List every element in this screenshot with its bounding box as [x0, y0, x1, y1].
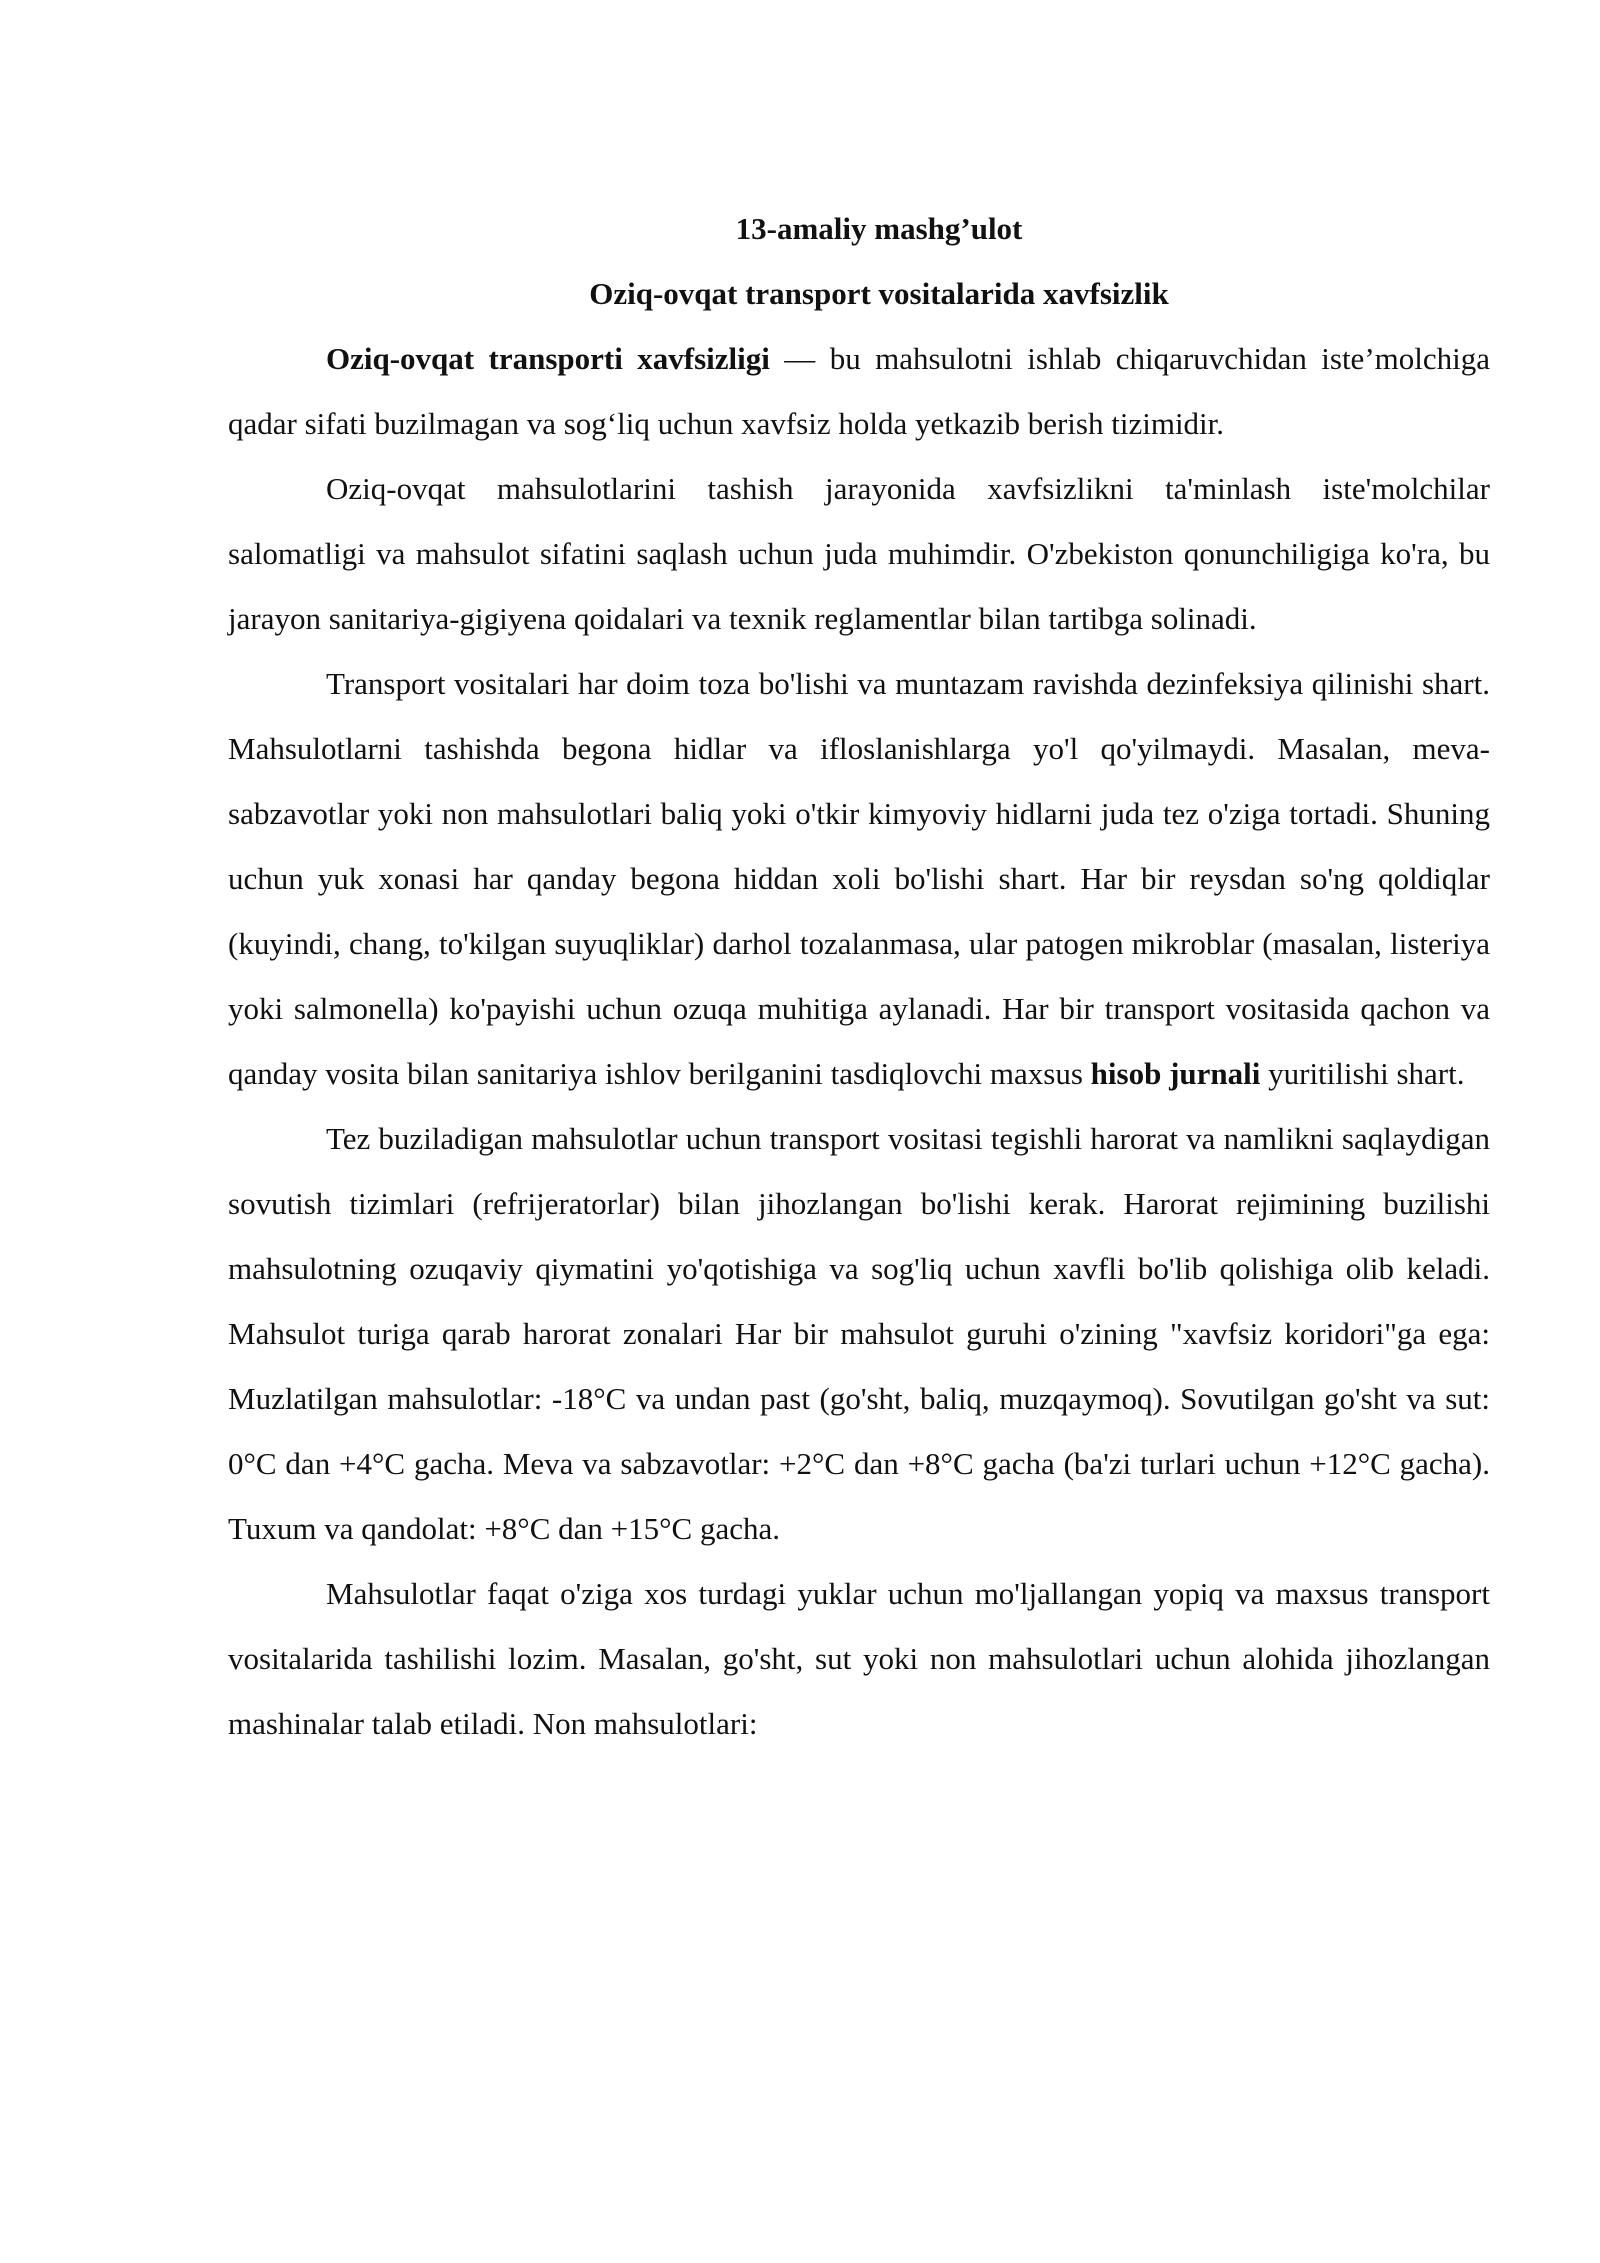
- paragraph-5: Mahsulotlar faqat o'ziga xos turdagi yuklar uchun mo'ljallangan yopiq va maxsus transport vositalarida tashilishi lozim. Masalan, go'sht, sut yoki non mahsulotlari uchun alohida jihozlangan mashinalar talab etiladi. Non mahsulotlari:: [228, 1576, 1490, 1741]
- document-body: [228, 196, 1490, 1756]
- paragraph-3-text-after: yuritilishi shart.: [1260, 1056, 1465, 1091]
- paragraph-3-text-before: Transport vositalari har doim toza bo'lishi va muntazam ravishda dezinfeksiya qilinishi shart. Mahsulotlarni tashishda begona hidlar va ifloslanishlarga yo'l qo'yilmaydi. Masalan, meva-sabzavotlar yoki non mahsulotlari baliq yoki o'tkir kimyoviy hidlarni juda tez o'ziga tortadi. Shuning uchun yuk xonasi har qanday begona hiddan xoli bo'lishi shart. Har bir reysdan so'ng qoldiqlar (kuyindi, chang, to'kilgan suyuqliklar) darhol tozalanmasa, ular patogen mikroblar (masalan, listeriya yoki salmonella) ko'payishi uchun ozuqa muhitiga aylanadi. Har bir transport vositasida qachon va qanday vosita bilan sanitariya ishlov berilganini tasdiqlovchi maxsus: [228, 666, 1490, 1091]
- document-title-line-2: Oziq-ovqat transport vositalarida xavfsizlik: [589, 276, 1169, 311]
- paragraph-3-bold-term: hisob jurnali: [1090, 1056, 1261, 1091]
- paragraph-1: [228, 326, 1490, 456]
- paragraph-3: [228, 651, 1490, 1106]
- document-title-line-1: 13-amaliy mashg’ulot: [735, 211, 1023, 246]
- paragraph-1-text: — bu mahsulotni ishlab chiqaruvchidan iste’molchiga qadar sifati buzilmagan va sog‘liq uchun xavfsiz holda yetkazib berish tizimidir.: [228, 341, 1490, 441]
- paragraph-1-bold-term: Oziq-ovqat transporti xavfsizligi: [326, 341, 770, 376]
- paragraph-2: Oziq-ovqat mahsulotlarini tashish jarayonida xavfsizlikni ta'minlash iste'molchilar salomatligi va mahsulot sifatini saqlash uchun juda muhimdir. O'zbekiston qonunchiligiga ko'ra, bu jarayon sanitariya-gigiyena qoidalari va texnik reglamentlar bilan tartibga solinadi.: [228, 471, 1490, 636]
- paragraph-4: Tez buziladigan mahsulotlar uchun transport vositasi tegishli harorat va namlikni saqlaydigan sovutish tizimlari (refrijeratorlar) bilan jihozlangan bo'lishi kerak. Harorat rejimining buzilishi mahsulotning ozuqaviy qiymatini yo'qotishiga va sog'liq uchun xavfli bo'lib qolishiga olib keladi. Mahsulot turiga qarab harorat zonalari Har bir mahsulot guruhi o'zining "xavfsiz koridori"ga ega: Muzlatilgan mahsulotlar: -18°C va undan past (go'sht, baliq, muzqaymoq). Sovutilgan go'sht va sut: 0°C dan +4°C gacha. Meva va sabzavotlar: +2°C dan +8°C gacha (ba'zi turlari uchun +12°C gacha). Tuxum va qandolat: +8°C dan +15°C gacha.: [228, 1121, 1490, 1546]
